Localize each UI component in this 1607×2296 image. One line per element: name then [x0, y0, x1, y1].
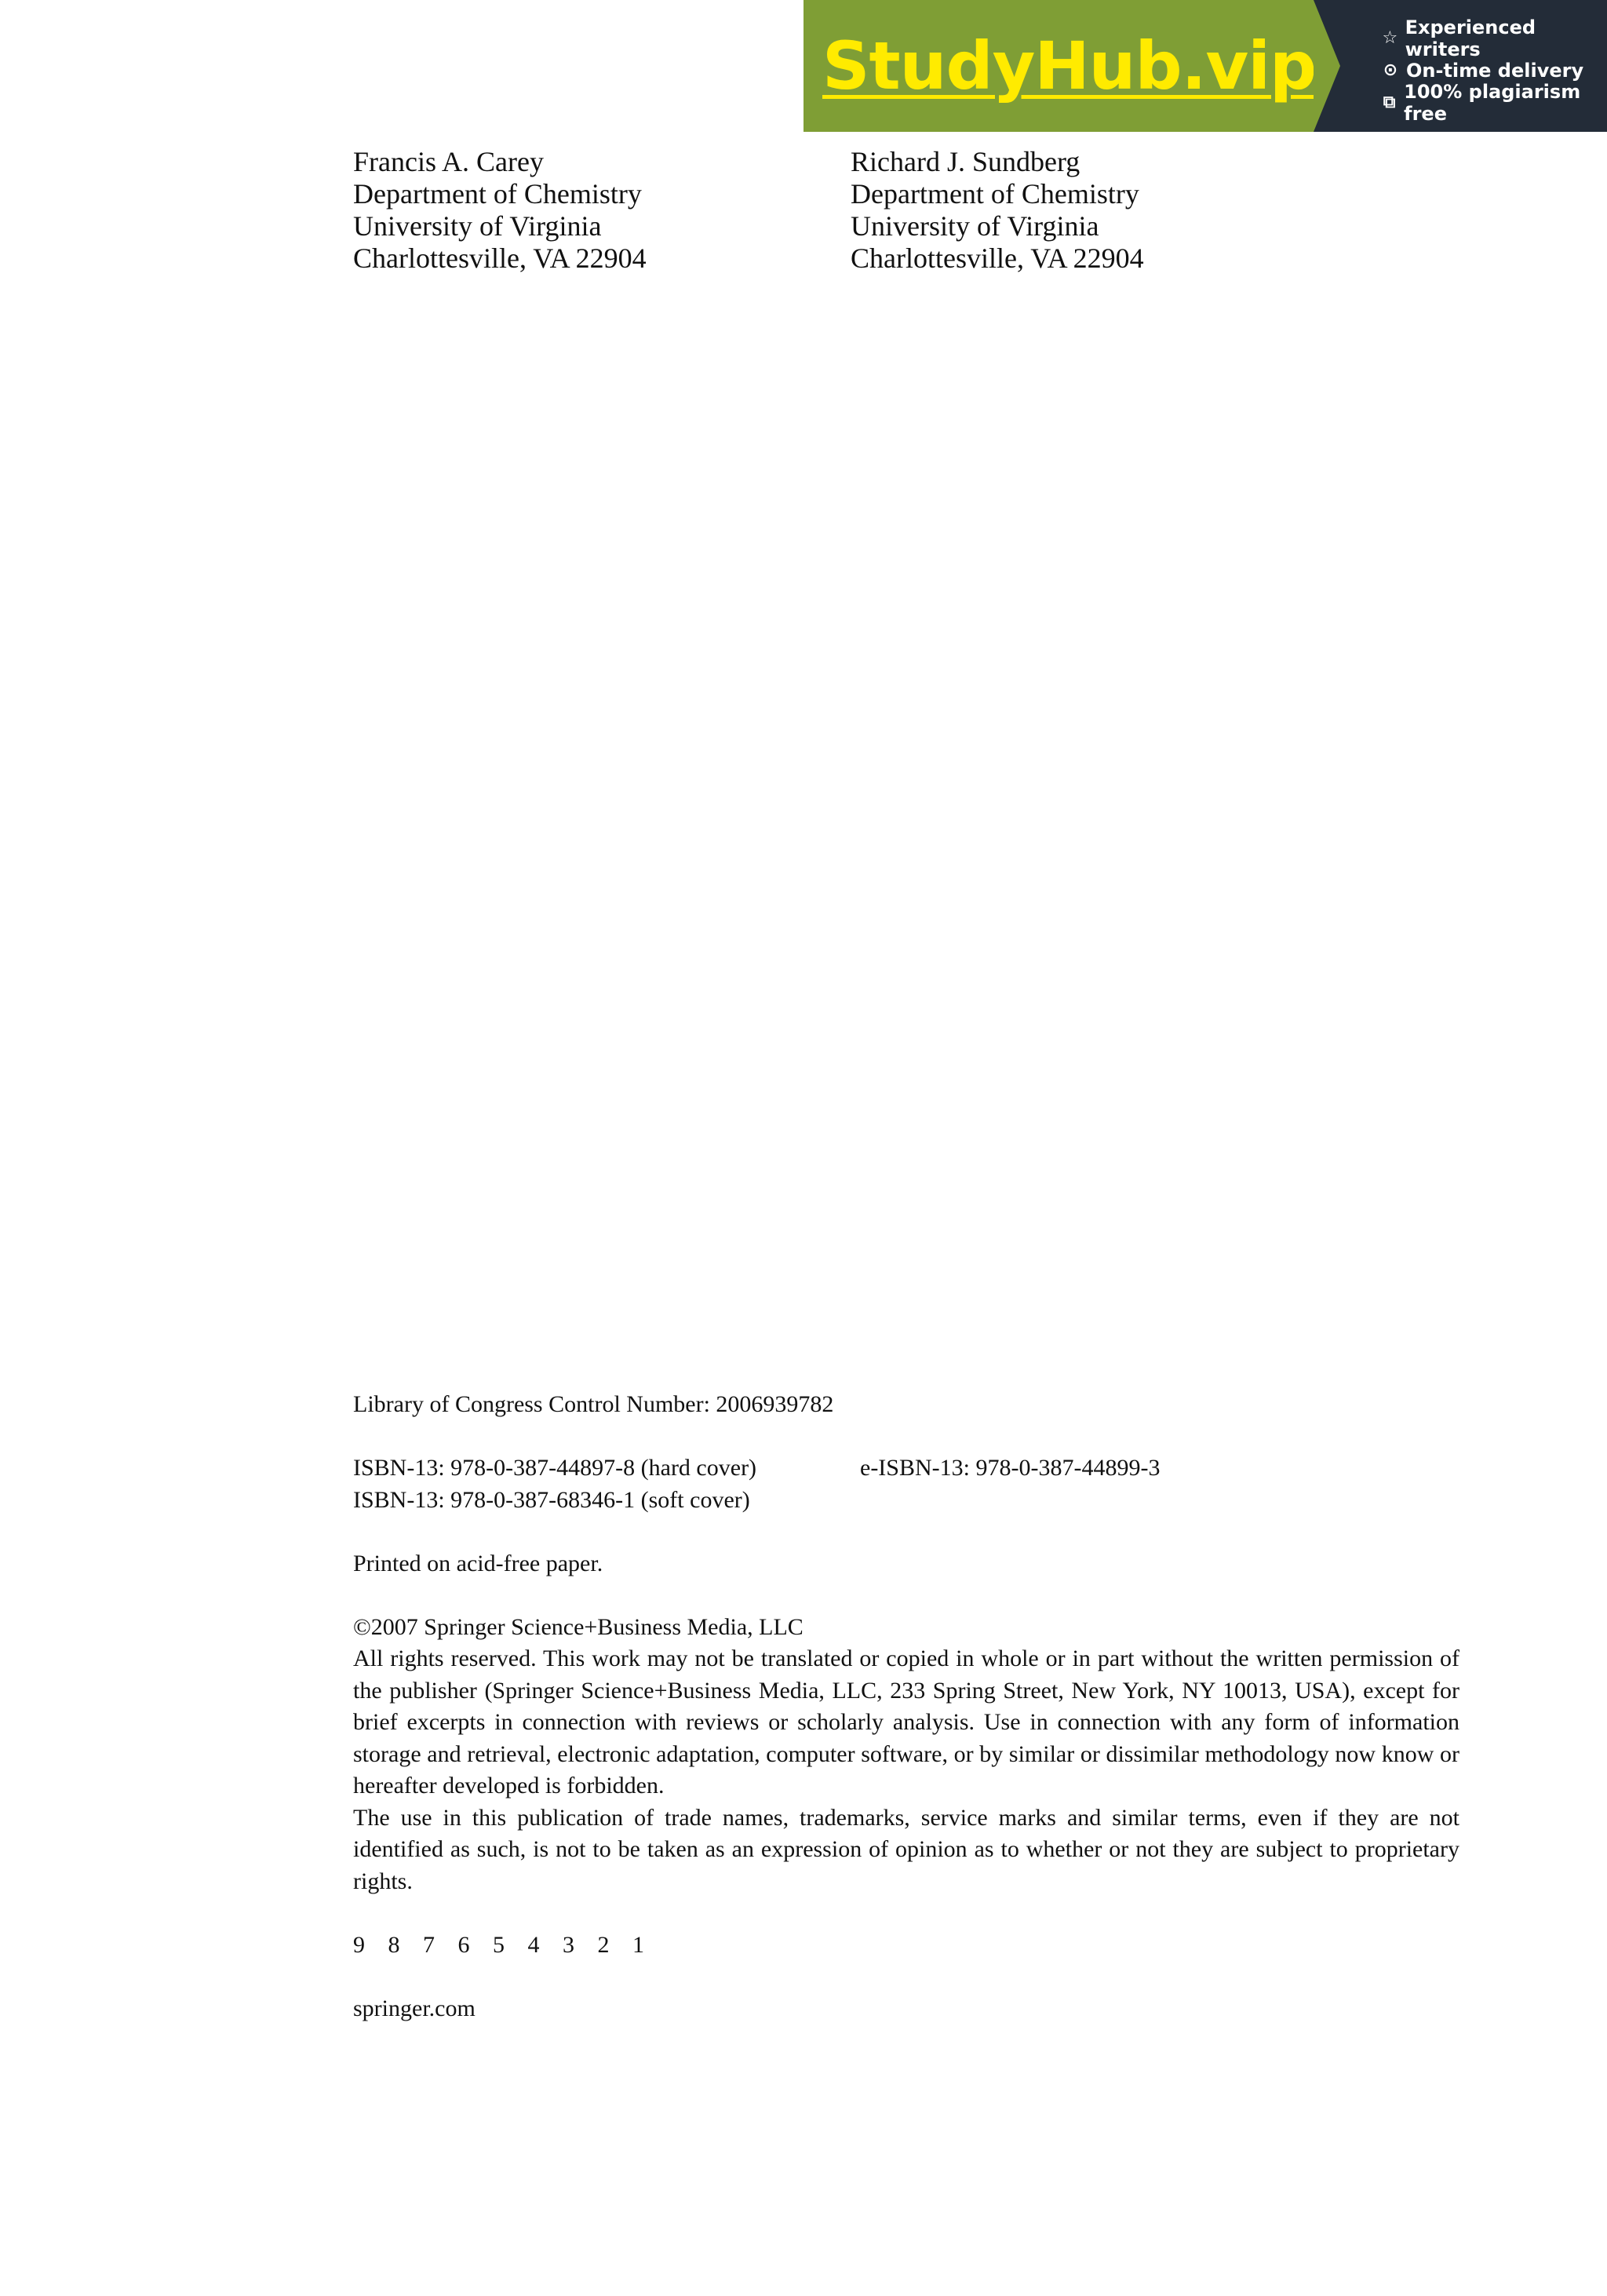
author-city: Charlottesville, VA 22904: [851, 242, 1144, 274]
banner-logo[interactable]: [804, 0, 1317, 132]
star-icon: ☆: [1382, 28, 1398, 48]
feature-label: 100% plagiarism free: [1404, 80, 1581, 125]
lccn: Library of Congress Control Number: 2006939782: [353, 1391, 834, 1417]
copy-icon: ⧉: [1383, 93, 1396, 112]
author-name: Francis A. Carey: [353, 146, 544, 177]
clock-icon: ⊙: [1383, 60, 1398, 80]
paper-note: Printed on acid-free paper.: [353, 1550, 603, 1576]
feature-plagiarism-free: [1379, 80, 1607, 125]
eisbn: e-ISBN-13: 978-0-387-44899-3: [860, 1455, 1161, 1481]
isbn-soft-cover: ISBN-13: 978-0-387-68346-1 (soft cover): [353, 1486, 750, 1513]
author-block-carey: [353, 146, 647, 275]
feature-label: On-time delivery: [1406, 59, 1584, 82]
author-department: Department of Chemistry: [353, 178, 642, 210]
copyright-line: ©2007 Springer Science+Business Media, LLC: [353, 1613, 804, 1640]
isbn-hard-cover: ISBN-13: 978-0-387-44897-8 (hard cover): [353, 1455, 757, 1481]
rights-paragraph: All rights reserved. This work may not be translated or copied in whole or in part without the written permission of the publisher (Springer Science+Business Media, LLC, 233 Spring Street, New York, NY 10013, USA), except for brief excerpts in connection with reviews or scholarly analysis. Use in connection with any form of information storage and retrieval, electronic adaptation, computer software, or by similar or dissimilar methodology now know or hereafter developed is forbidden.: [353, 1645, 1459, 1799]
printing-line: 9 8 7 6 5 4 3 2 1: [353, 1931, 653, 1958]
isbn-row: [353, 1452, 1459, 1485]
author-university: University of Virginia: [851, 210, 1099, 242]
feature-experienced-writers: [1379, 16, 1607, 60]
author-university: University of Virginia: [353, 210, 602, 242]
studyhub-banner[interactable]: [804, 0, 1607, 132]
banner-features: [1314, 0, 1607, 132]
author-department: Department of Chemistry: [851, 178, 1139, 210]
author-name: Richard J. Sundberg: [851, 146, 1080, 177]
author-city: Charlottesville, VA 22904: [353, 242, 647, 274]
imprint-block: [353, 1389, 1459, 2024]
feature-label: Experienced writers: [1405, 16, 1536, 60]
banner-logo-text: StudyHub.vip: [822, 27, 1317, 104]
publisher-website: springer.com: [353, 1995, 476, 2021]
author-block-sundberg: [851, 146, 1144, 275]
trademark-paragraph: The use in this publication of trade names, trademarks, service marks and similar terms, even if they are not identified as such, is not to be taken as an expression of opinion as to whether or not they are subject to proprietary rights.: [353, 1804, 1459, 1894]
